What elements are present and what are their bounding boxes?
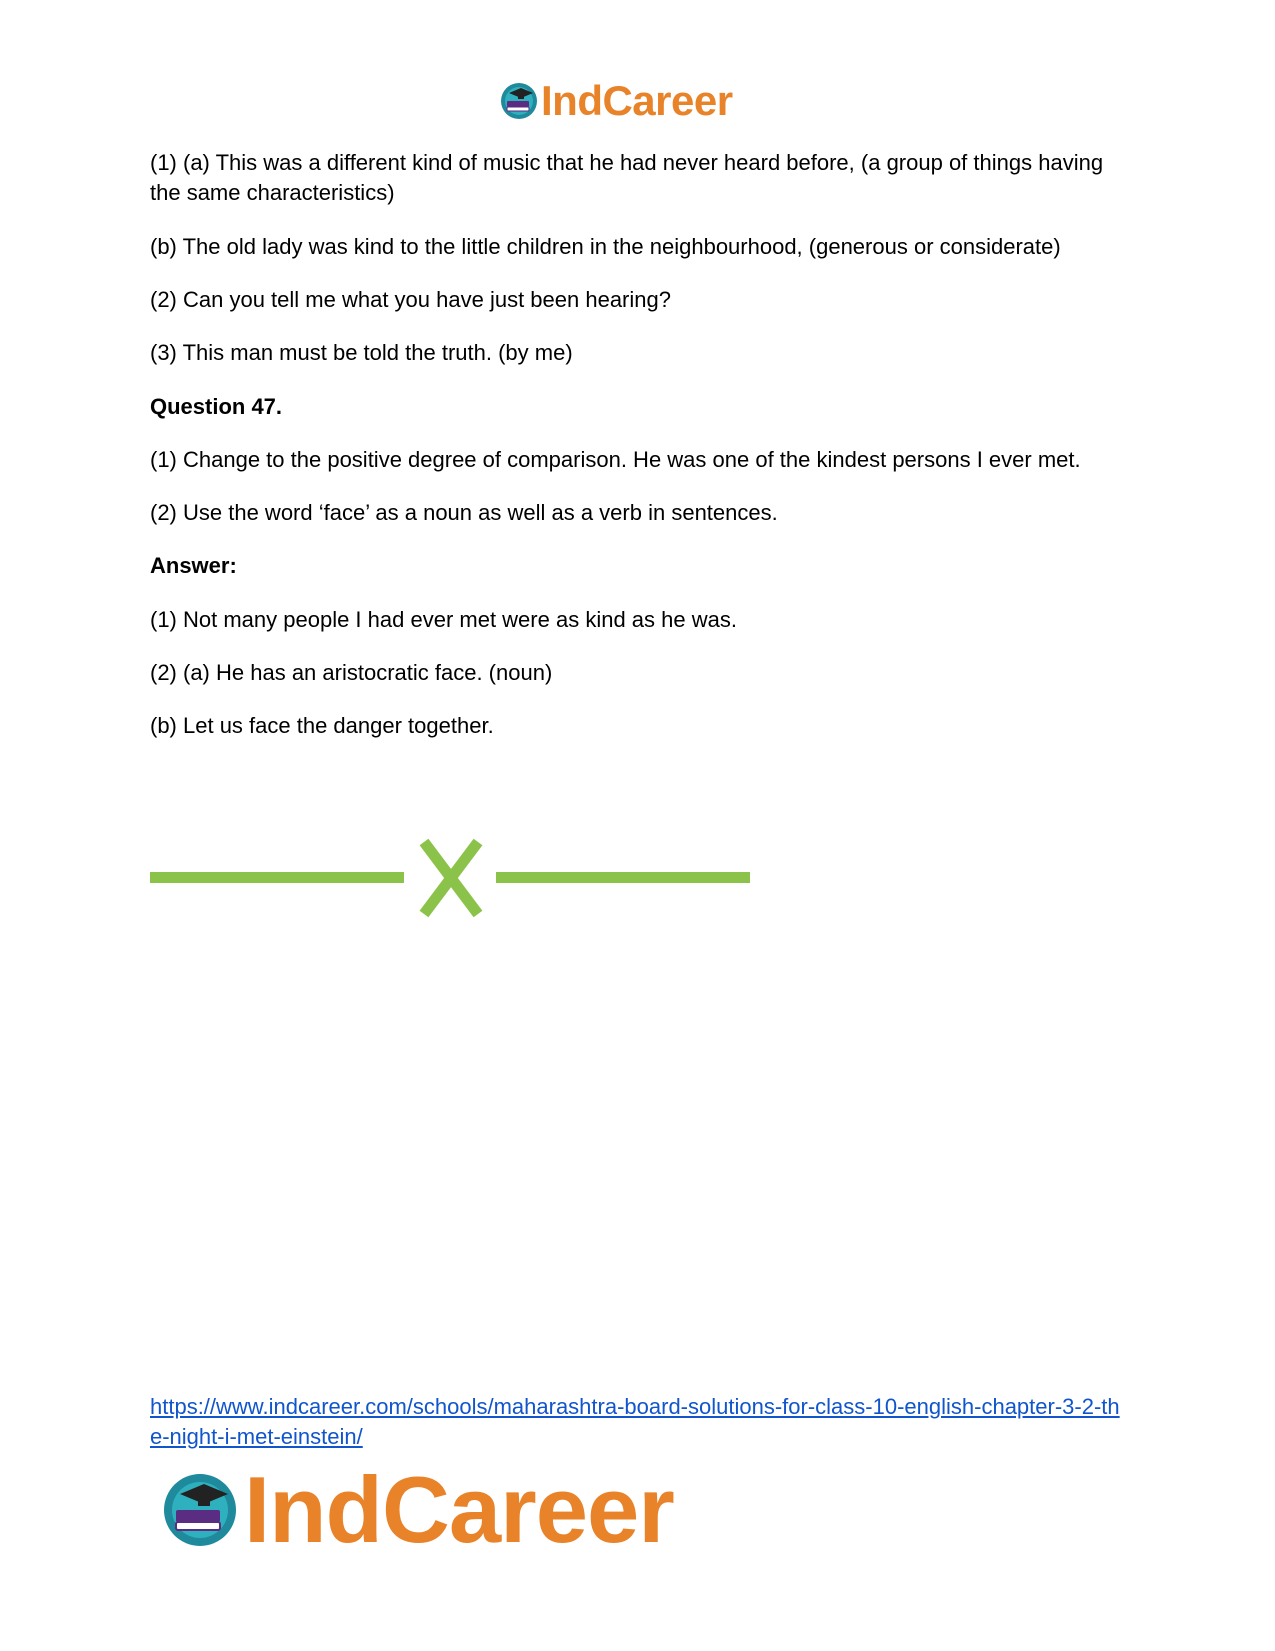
divider-line-left [150,872,404,883]
logo-wordmark: IndCareer [244,1457,674,1562]
answer-paragraph: (1) Not many people I had ever met were as kind as he was. [150,607,737,632]
answer-paragraph: (2) Can you tell me what you have just been hearing? [150,287,671,312]
book-globe-icon [160,1470,240,1550]
section-divider [150,838,750,918]
answer-paragraph: (1) (a) This was a different kind of music that he had never heard before, (a group of things having the same characteristics) [150,150,1104,205]
indcareer-logo-top [499,77,733,124]
answer-heading: Answer: [150,553,237,578]
source-link[interactable]: https://www.indcareer.com/schools/maharashtra-board-solutions-for-class-10-english-chapter-3-2-the-night-i-met-einstein/ [150,1394,1120,1449]
question-paragraph: (2) Use the word ‘face’ as a noun as well as a verb in sentences. [150,500,778,525]
logo-wordmark: IndCareer [541,77,733,124]
book-globe-icon [499,81,539,121]
answer-paragraph: (b) The old lady was kind to the little children in the neighbourhood, (generous or considerate) [150,234,1061,259]
question-heading: Question 47. [150,394,283,419]
indcareer-logo-bottom [160,1457,674,1562]
divider-line-right [496,872,750,883]
answer-paragraph: (2) (a) He has an aristocratic face. (noun) [150,660,553,685]
question-paragraph: (1) Change to the positive degree of comparison. He was one of the kindest persons I ever met. [150,447,1081,472]
answer-paragraph: (3) This man must be told the truth. (by me) [150,340,573,365]
answer-paragraph: (b) Let us face the danger together. [150,713,494,738]
cross-icon [424,842,478,914]
